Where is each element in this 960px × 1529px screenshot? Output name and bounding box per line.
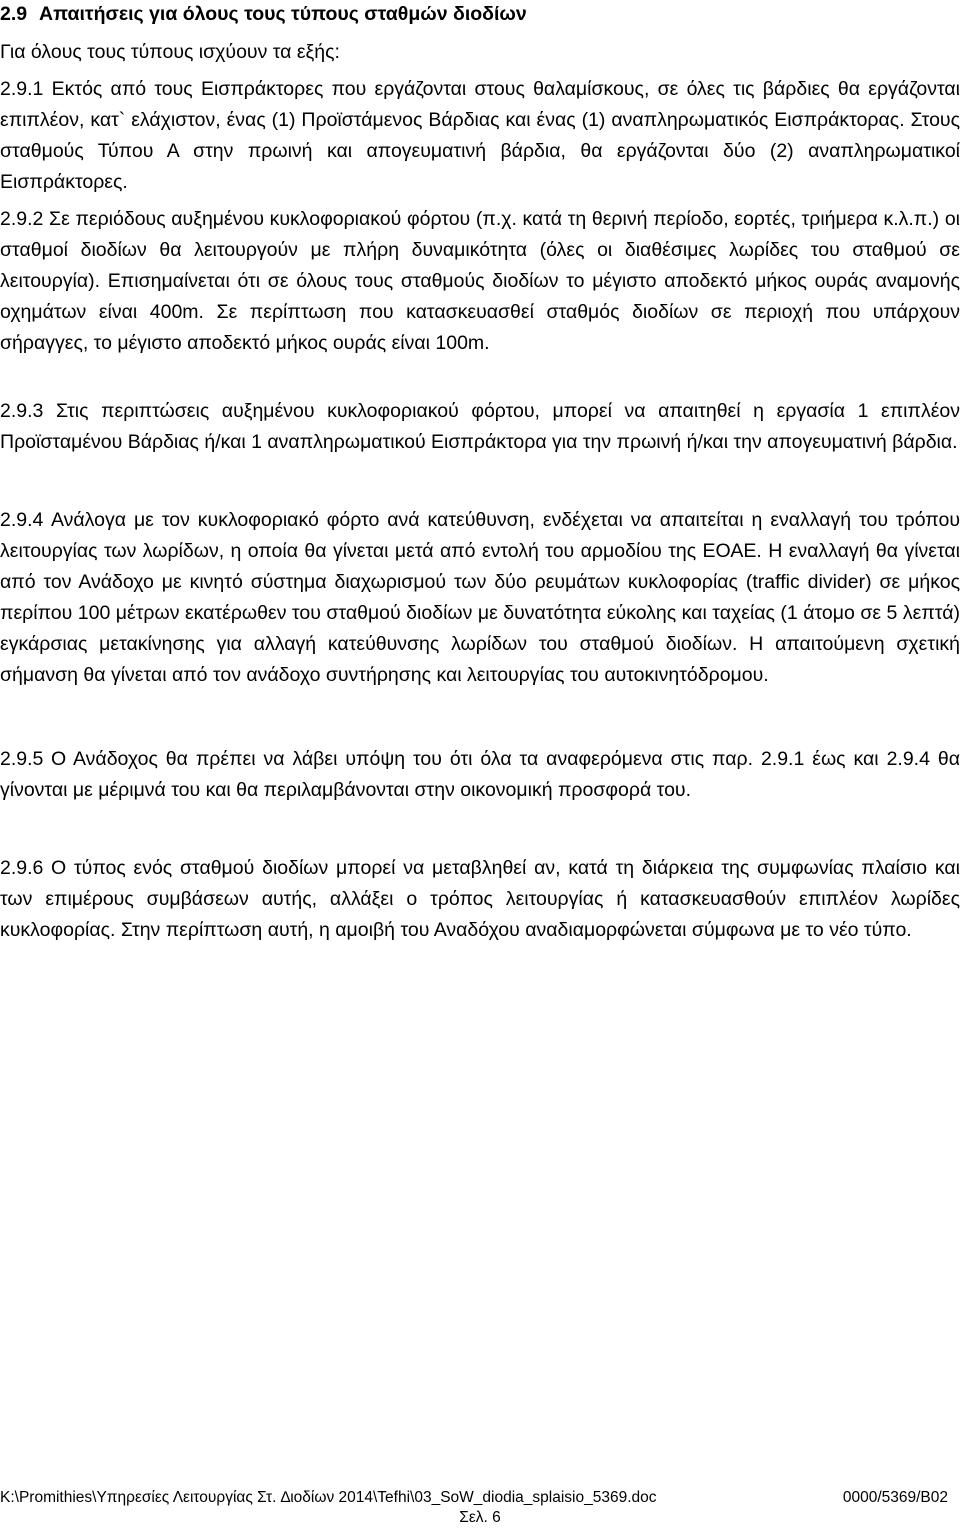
paragraph-text: Ο Ανάδοχος θα πρέπει να λάβει υπόψη του ότι όλα τα αναφερόμενα στις παρ. 2.9.1 έως και 2.9.4 θα γίνονται με μέριμνά του και θα περιλαμβάνονται στην οικονομική προσφορά του. <box>0 748 960 801</box>
section-title: Απαιτήσεις για όλους τους τύπους σταθμών διοδίων <box>39 3 527 25</box>
paragraph-text: Εκτός από τους Εισπράκτορες που εργάζονται στους θαλαμίσκους, σε όλες τις βάρδιες θα εργάζονται επιπλέον, κατ` ελάχιστον, ένας (1) Προϊστάμενος Βάρδιας και ένας (1) αναπληρωματικός Εισπράκτορας. Στους σταθμούς Τύπου Α στην πρωινή και απογευματινή βάρδια, θα εργάζονται δύο (2) αναπληρωματικοί Εισπράκτορες. <box>0 78 960 193</box>
paragraph-text: Ο τύπος ενός σταθμού διοδίων μπορεί να μεταβληθεί αν, κατά τη διάρκεια της συμφωνίας πλαίσιο και των επιμέρους συμβάσεων αυτής, αλλάξει ο τρόπος λειτουργίας ή κατασκευασθούν επιπλέον λωρίδες κυκλοφορίας. Στην περίπτωση αυτή, η αμοιβή του Αναδόχου αναδιαμορφώνεται σύμφωνα με το νέο τύπο. <box>0 857 960 941</box>
paragraph-number: 2.9.6 <box>0 857 44 879</box>
paragraph-number: 2.9.4 <box>0 509 44 531</box>
footer-page-number: Σελ. 6 <box>459 1509 501 1526</box>
paragraph-number: 2.9.3 <box>0 400 44 422</box>
paragraph-number: 2.9.2 <box>0 208 44 230</box>
paragraph-text: Σε περιόδους αυξημένου κυκλοφοριακού φόρτου (π.χ. κατά τη θερινή περίοδο, εορτές, τριήμερα κ.λ.π.) οι σταθμοί διοδίων θα λειτουργούν με πλήρη δυναμικότητα (όλες οι διαθέσιμες λωρίδες του σταθμού σε λειτουργία). Επισημαίνεται ότι σε όλους τους σταθμούς διοδίων το μέγιστο αποδεκτό μήκος ουράς αναμονής οχημάτων είναι 400m. Σε περίπτωση που κατασκευασθεί σταθμός διοδίων σε περιοχή που υπάρχουν σήραγγες, το μέγιστο αποδεκτό μήκος ουράς είναι 100m. <box>0 208 960 354</box>
paragraph-2-9-6 <box>0 853 960 946</box>
paragraph-2-9-2 <box>0 204 960 359</box>
footer-file-path: K:\Promithies\Υπηρεσίες Λειτουργίας Στ. ∆ιοδίων 2014\Tefhi\03_SoW_diodia_splaisio_5369.doc <box>0 1489 657 1506</box>
paragraph-number: 2.9.1 <box>0 78 44 100</box>
paragraph-text: Ανάλογα με τον κυκλοφοριακό φόρτο ανά κατεύθυνση, ενδέχεται να απαιτείται η εναλλαγή του τρόπου λειτουργίας των λωρίδων, η οποία θα γίνεται μετά από εντολή του αρμοδίου της ΕΟΑΕ. Η εναλλαγή θα γίνεται από τον Ανάδοχο με κινητό σύστημα διαχωρισμού των δύο ρευμάτων κυκλοφορίας (traffic divider) σε μήκος περίπου 100 μέτρων εκατέρωθεν του σταθμού διοδίων με δυνατότητα εύκολης και ταχείας (1 άτομο σε 5 λεπτά) εγκάρσιας μετακίνησης για αλλαγή κατεύθυνσης λωρίδων του σταθμού διοδίων. Η απαιτούμενη σχετική σήμανση θα γίνεται από τον ανάδοχο συντήρησης και λειτουργίας του αυτοκινητόδρομου. <box>0 509 960 686</box>
paragraph-2-9-1 <box>0 74 960 198</box>
paragraph-number: 2.9.5 <box>0 748 44 770</box>
paragraph-2-9-3 <box>0 396 960 458</box>
intro-text: Για όλους τους τύπους ισχύουν τα εξής: <box>0 41 340 63</box>
paragraph-2-9-5 <box>0 744 960 806</box>
paragraph-2-9-4 <box>0 505 960 691</box>
footer-document-code: 0000/5369/Β02 <box>842 1489 948 1506</box>
section-heading <box>0 2 527 26</box>
paragraph-text: Στις περιπτώσεις αυξημένου κυκλοφοριακού φόρτου, μπορεί να απαιτηθεί η εργασία 1 επιπλέον Προϊσταμένου Βάρδιας ή/και 1 αναπληρωματικού Εισπράκτορα για την πρωινή ή/και την απογευματινή βάρδια. <box>0 400 960 453</box>
section-number: 2.9 <box>0 3 28 25</box>
